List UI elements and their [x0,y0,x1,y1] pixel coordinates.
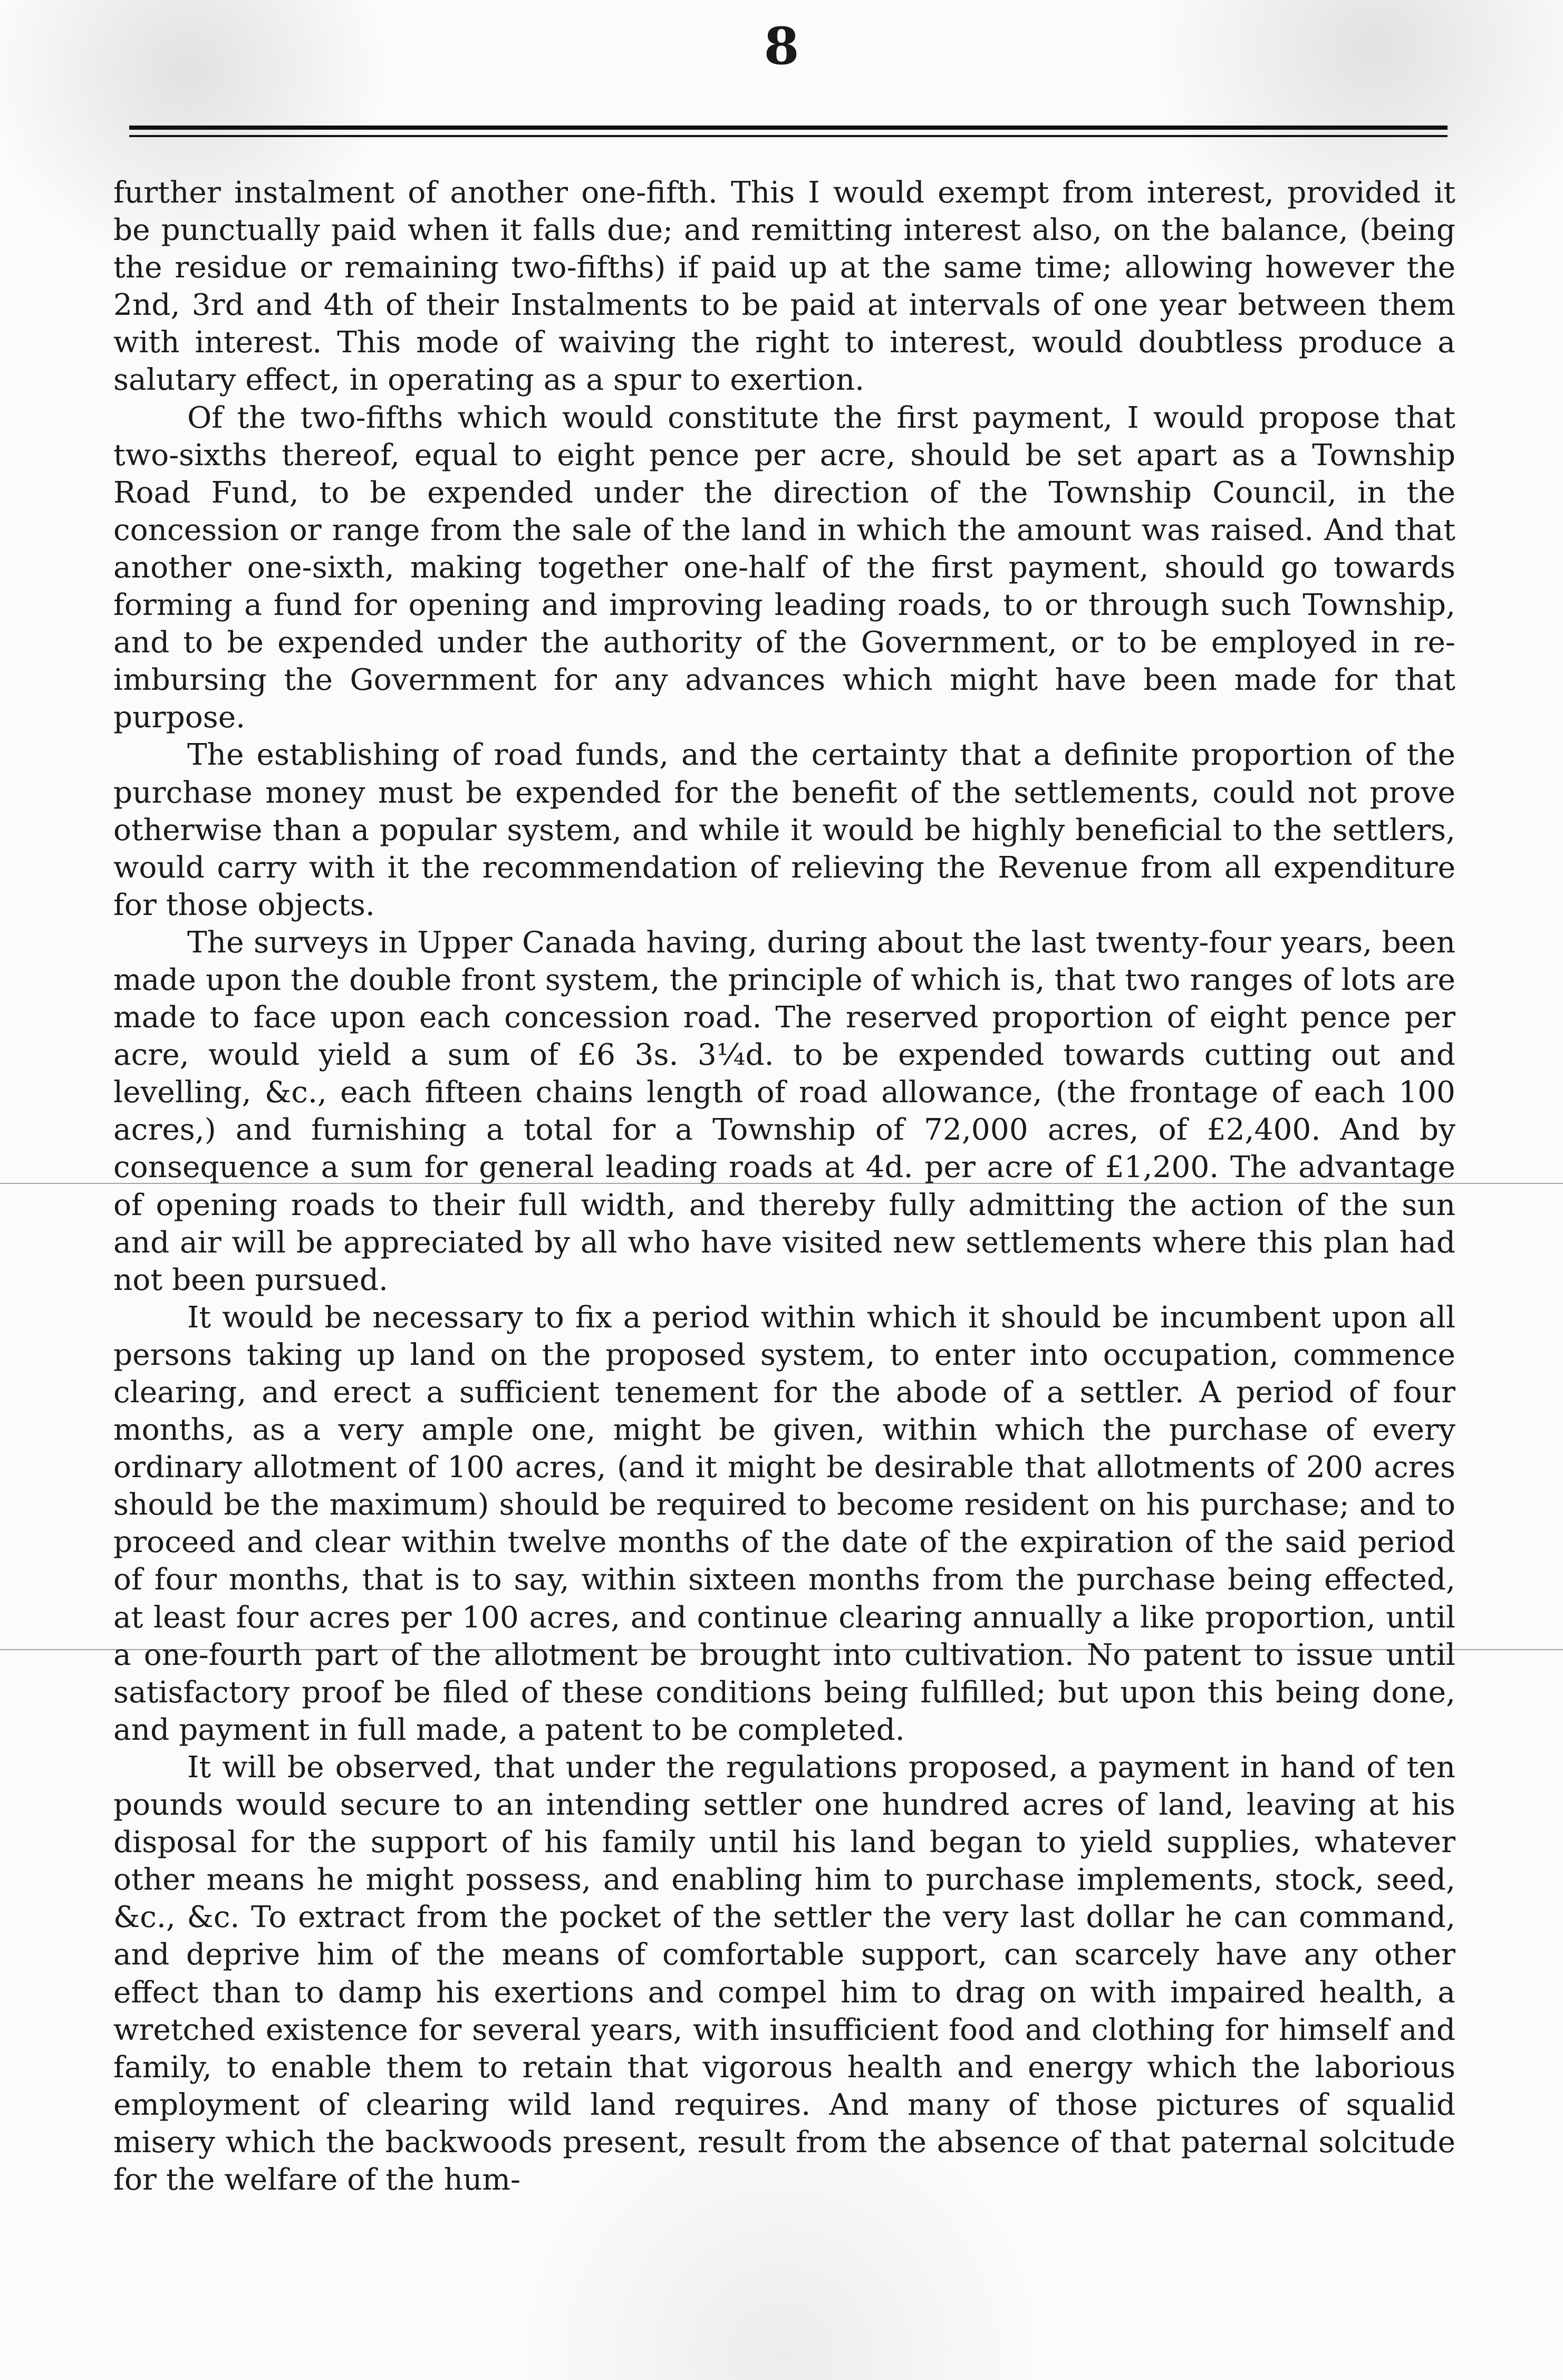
paragraph-surveys: The surveys in Upper Canada having, during about the last twenty-four years, been made upon the double front system, the principle of which is, that two ranges of lots are made to face upon each concession road. The reserved proportion of eight pence per acre, would yield a sum of £6 3s. 3¼d. to be expended towards cutting out and levelling, &c., each fifteen chains length of road allowance, (the frontage of each 100 acres,) and furnishing a total for a Township of 72,000 acres, of £2,400. And by consequence a sum for general leading roads at 4d. per acre of £1,200. The advantage of opening roads to their full width, and thereby fully admitting the action of the sun and air will be appreciated by all who have visited new settlements where this plan had not been pursued. [113,925,1455,1297]
page-number: 8 [764,16,799,76]
paragraph-road-funds-benefit: The establishing of road funds, and the certainty that a definite proportion of the purchase money must be expended for the benefit of the settlements, could not prove otherwise than a popular system, and while it would be highly beneficial to the settlers, would carry with it the recommendation of relieving the Revenue from all expenditure for those objects. [113,738,1455,922]
header-rule-thick [129,126,1448,130]
body-text [113,174,1455,2199]
header-rule-thin [129,135,1448,137]
paragraph-payment-in-hand: It will be observed, that under the regulations proposed, a payment in hand of ten pounds would secure to an intending settler one hundred acres of land, leaving at his disposal for the support of his family until his land began to yield supplies, whatever other means he might possess, and enabling him to purchase implements, stock, seed, &c., &c. To extract from the pocket of the settler the very last dollar he can command, and deprive him of the means of comfortable support, can scarcely have any other effect than to damp his exertions and compel him to drag on with impaired health, a wretched existence for several years, with insufficient food and clothing for himself and family, to enable them to retain that vigorous health and energy which the laborious employment of clearing wild land requires. And many of those pictures of squalid misery which the backwoods present, result from the absence of that paternal solcitude for the welfare of the hum- [113,1750,1455,2197]
paragraph-road-fund: Of the two-fifths which would constitute the first payment, I would propose that two-sixths thereof, equal to eight pence per acre, should be set apart as a Township Road Fund, to be expended under the direction of the Township Council, in the concession or range from the sale of the land in which the amount was raised. And that another one-sixth, making together one-half of the first payment, should go towards forming a fund for opening and improving leading roads, to or through such Township, and to be expended under the authority of the Government, or to be employed in re-imbursing the Government for any advances which might have been made for that purpose. [113,400,1455,735]
paragraph-instalment: further instalment of another one-fifth. This I would exempt from interest, provided it be punctually paid when it falls due; and remitting interest also, on the balance, (being the residue or remaining two-fifths) if paid up at the same time; allowing however the 2nd, 3rd and 4th of their Instalments to be paid at intervals of one year between them with interest. This mode of waiving the right to interest, would doubtless produce a salutary effect, in operating as a spur to exertion. [113,176,1455,398]
paragraph-occupation-period: It would be necessary to fix a period within which it should be incumbent upon all persons taking up land on the proposed system, to enter into occupation, commence clearing, and erect a sufficient tenement for the abode of a settler. A period of four months, as a very ample one, might be given, within which the purchase of every ordinary allotment of 100 acres, (and it might be desirable that allotments of 200 acres should be the maximum) should be required to become resident on his purchase; and to proceed and clear within twelve months of the date of the expiration of the said period of four months, that is to say, within sixteen months from the purchase being effected, at least four acres per 100 acres, and continue clearing annually a like proportion, until a one-fourth part of the allotment be brought into cultivation. No patent to issue until satisfactory proof be filed of these conditions being fulfilled; but upon this being done, and payment in full made, a patent to be completed. [113,1300,1455,1747]
